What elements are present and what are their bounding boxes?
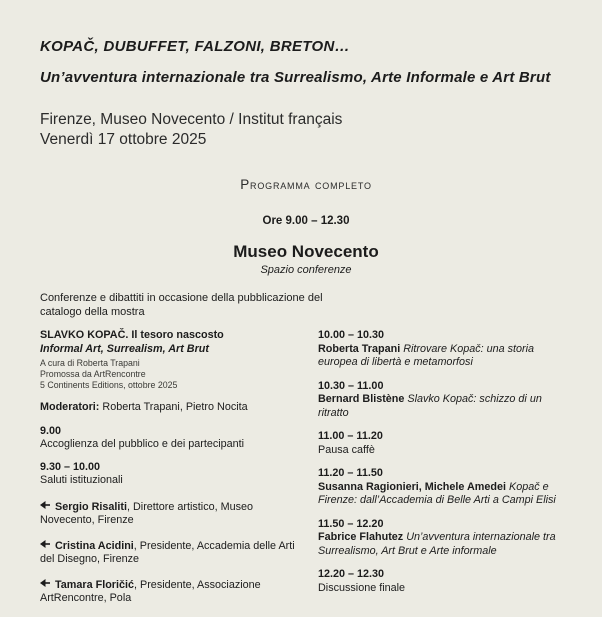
schedule-description: Saluti istituzionali — [40, 474, 123, 486]
venue-line: Firenze, Museo Novecento / Institut français — [40, 111, 343, 128]
catalog-subtitle: Informal Art, Surrealism, Art Brut — [40, 342, 209, 355]
session-time: 11.50 – 12.20 — [318, 517, 384, 530]
speaker-item — [40, 539, 306, 567]
program-time-range: Ore 9.00 – 12.30 — [262, 215, 350, 227]
program-room: Spazio conferenze — [260, 264, 352, 276]
speaker-name: Cristina Acidini — [55, 539, 134, 552]
catalog-credit-line: 5 Continents Editions, ottobre 2025 — [40, 380, 178, 390]
left-arrow-icon — [40, 500, 51, 514]
moderators-line — [40, 401, 306, 415]
schedule-item — [40, 425, 306, 452]
session-time: 11.00 – 11.20 — [318, 430, 383, 442]
speaker-role: , Direttore artistico, Museo Novecento, Firenze — [40, 500, 254, 526]
venue-block — [40, 110, 572, 150]
program-location: Museo Novecento — [233, 242, 379, 261]
session-speaker: Roberta Trapani — [318, 342, 401, 355]
session-description — [318, 481, 572, 508]
session-description — [318, 393, 572, 420]
moderators-label: Moderatori: — [40, 401, 100, 413]
schedule-item — [40, 461, 306, 488]
session-talk-title: Un’avventura internazionale tra Surrealismo, Art Brut e Arte informale — [318, 531, 556, 557]
event-title: KOPAČ, DUBUFFET, FALZONI, BRETON… — [40, 38, 350, 55]
speaker-name: Tamara Floričić — [55, 578, 135, 591]
session-item — [318, 518, 572, 559]
speaker-list — [40, 500, 306, 606]
moderators-names: Roberta Trapani, Pietro Nocita — [99, 401, 248, 413]
session-talk-title: Kopač e Firenze: dall’Accademia di Belle Arti a Campi Elisi — [318, 480, 556, 506]
session-item — [318, 329, 572, 370]
session-description — [318, 531, 572, 558]
session-speaker: Susanna Ragionieri, Michele Amedei — [318, 480, 506, 493]
session-time: 12.20 – 12.30 — [318, 568, 385, 580]
session-description: Pausa caffè — [318, 443, 375, 456]
speaker-role: , Presidente, Associazione ArtRencontre, Pola — [40, 578, 261, 604]
program-columns — [40, 329, 572, 617]
session-time: 10.30 – 11.00 — [318, 379, 384, 392]
program-intro: Conferenze e dibattiti in occasione della pubblicazione del catalogo della mostra — [40, 292, 323, 318]
session-description — [318, 343, 572, 370]
catalog-title: SLAVKO KOPAČ. Il tesoro nascosto — [40, 329, 224, 341]
program-section-label: Programma completo — [240, 177, 372, 192]
session-speaker: Bernard Blistène — [318, 393, 405, 405]
speaker-item — [40, 578, 306, 606]
date-line: Venerdì 17 ottobre 2025 — [40, 131, 207, 148]
event-subtitle: Un’avventura internazionale tra Surrealismo, Arte Informale e Art Brut — [40, 69, 551, 86]
session-item — [318, 430, 572, 457]
speaker-name: Sergio Risaliti — [55, 500, 127, 513]
session-description: Discussione finale — [318, 581, 406, 594]
catalog-credits — [40, 358, 306, 391]
session-talk-title: Slavko Kopač: schizzo di un ritratto — [318, 393, 542, 419]
catalog-credit-line: Promossa da ArtRencontre — [40, 369, 146, 379]
session-item — [318, 568, 572, 595]
left-arrow-icon — [40, 578, 51, 592]
schedule-time: 9.00 — [40, 424, 62, 437]
session-item — [318, 467, 572, 508]
schedule-description: Accoglienza del pubblico e dei partecipanti — [40, 438, 245, 450]
morning-schedule — [40, 425, 306, 488]
session-time: 10.00 – 10.30 — [318, 329, 385, 341]
session-item — [318, 380, 572, 421]
right-column — [318, 329, 572, 617]
speaker-role: , Presidente, Accademia delle Arti del Disegno, Firenze — [40, 539, 295, 565]
catalog-credit-line: A cura di Roberta Trapani — [40, 358, 140, 368]
schedule-time: 9.30 – 10.00 — [40, 460, 101, 473]
left-column — [40, 329, 306, 617]
session-talk-title: Ritrovare Kopač: una storia europea di libertà e metamorfosi — [318, 342, 535, 368]
left-arrow-icon — [40, 539, 51, 553]
speaker-item — [40, 500, 306, 528]
catalog-block — [40, 329, 306, 391]
session-time: 11.20 – 11.50 — [318, 467, 383, 479]
session-list — [318, 329, 572, 595]
session-speaker: Fabrice Flahutez — [318, 531, 404, 543]
